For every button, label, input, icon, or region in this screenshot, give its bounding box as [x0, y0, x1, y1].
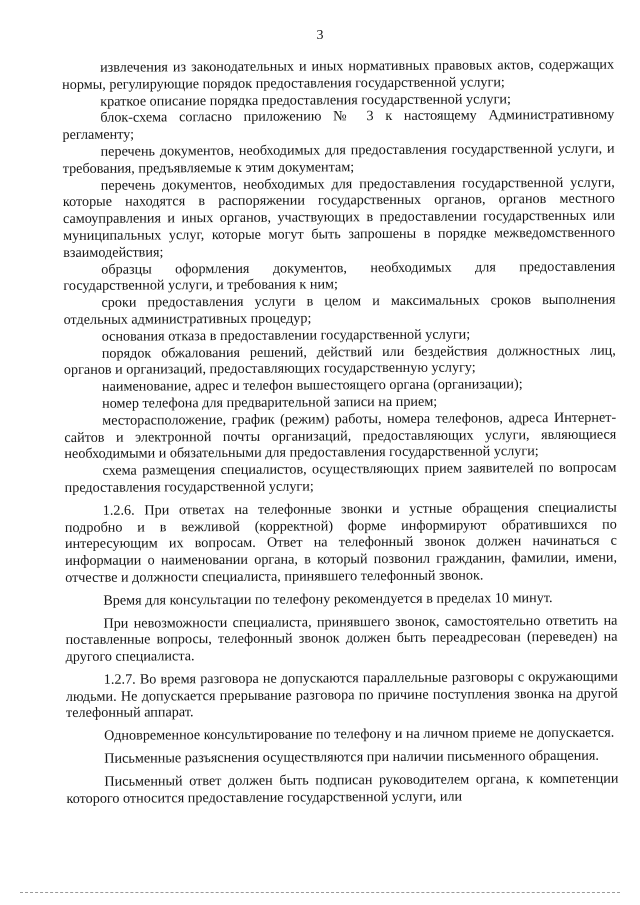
paragraph: порядок обжалования решений, действий или бездействия должностных лиц, органов и организаций, предоставляющих государственную услугу;: [63, 342, 616, 379]
paragraph: наименование, адрес и телефон вышестоящего органа (организации);: [101, 376, 523, 395]
paragraph: Письменные разъяснения осуществляются при наличии письменного обращения.: [104, 747, 599, 767]
paragraph: краткое описание порядка предоставления государственной услуги;: [100, 90, 511, 110]
paragraph: схема размещения специалистов, осуществляющих прием заявителей по вопросам предоставления государственной услуги;: [64, 459, 617, 496]
paragraph: Письменный ответ должен быть подписан руководителем органа, к компетенции которого относится предоставление государственной услуги, или: [66, 770, 619, 807]
document-body: [62, 57, 619, 808]
paragraph: перечень документов, необходимых для предоставления государственной услуги, и требования, предъявляемые к этим документам;: [62, 140, 615, 177]
paragraph: номер телефона для предварительной записи на прием;: [102, 393, 438, 412]
paragraph: извлечения из законодательных и иных нормативных правовых актов, содержащих нормы, регулирующие порядок предоставления государственной услуги;: [62, 56, 615, 93]
paragraph: основания отказа в предоставлении государственной услуги;: [101, 326, 471, 345]
page-number: 3: [316, 28, 324, 43]
paragraph: При невозможности специалиста, принявшего звонок, самостоятельно ответить на поставленные вопросы, телефонный звонок должен быть переадресован (переведен) на другого специалиста.: [65, 612, 618, 666]
bottom-edge-line: [20, 892, 620, 893]
paragraph: образцы оформления документов, необходимых для предоставления государственной услуги, и требования к ним;: [63, 258, 616, 295]
section-paragraph: 1.2.7. Во время разговора не допускаются параллельные разговоры с окружающими людьми. Не допускается прерывание разговора по причине поступления звонка на другой телефонный аппарат.: [65, 668, 618, 722]
paragraph: Одновременное консультирование по телефону и на личном приеме не допускается.: [104, 724, 615, 745]
section-paragraph: 1.2.6. При ответах на телефонные звонки и устные обращения специалисты подробно и в вежливой (корректной) форме информируют обратившихся по интересующим их вопросам. Ответ на телефонный звонок должен начинаться с информации о наименовании органа, в который позвонил гражданин, фамилии, имени, отчестве и должности специалиста, принявшего телефонный звонок.: [64, 499, 618, 586]
paragraph: сроки предоставления услуги в целом и максимальных сроков выполнения отдельных административных процедур;: [63, 291, 616, 328]
paragraph: Время для консультации по телефону рекомендуется в пределах 10 минут.: [103, 589, 553, 609]
paragraph: месторасположение, график (режим) работы, номера телефонов, адреса Интернет-сайтов и электронной почты организаций, предоставляющих услуги, являющиеся необходимыми и обязательными для предоставления государственной услуги;: [64, 409, 617, 463]
paragraph: блок-схема согласно приложению № 3 к настоящему Административному регламенту;: [62, 107, 615, 144]
paragraph: перечень документов, необходимых для предоставления государственной услуги, которые находятся в распоряжении государственных органов, органов местного самоуправления и иных органов, участвующих в предоставлении государственных или муниципальных услуг, которые могут быть запрошены в порядке межведомственного взаимодействия;: [62, 174, 616, 261]
